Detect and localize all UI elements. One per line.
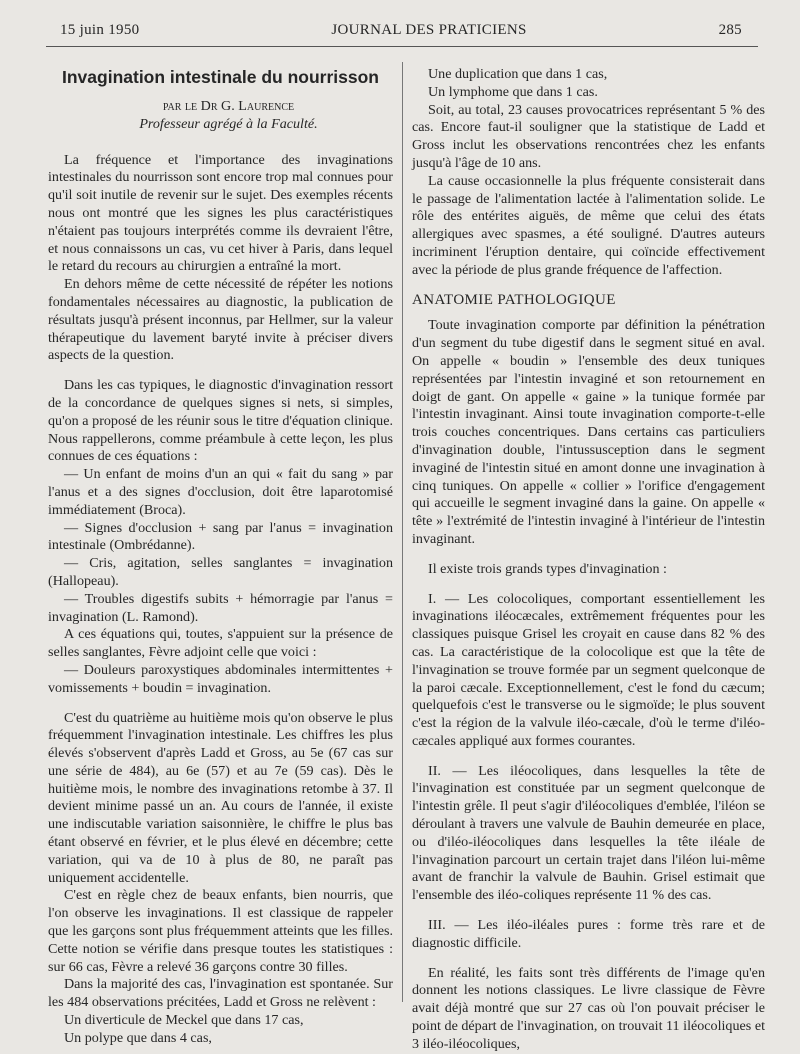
left-column [48,66,393,1048]
header-rule [46,46,758,47]
running-header [60,22,742,39]
type-item: II. — Les iléocoliques, dans lesquelles la tête de l'invagination est constituée par un segment quelconque de l'intestin grêle. Il peut s'agir d'iléocoliques d'emblée, l'iléon se déroulant à travers une valvule de Bauhin demeurée en place, ou d'iléo-iléocoliques dans lesquelles la tête iléale de l'invagination parcourt un certain trajet dans l'iléon lui-même avant de franchir la valvule de Bauhin. Grisel estimait que l'ensemble des iléo-coliques représente 11 % des cas. [412,762,765,904]
paragraph: Il existe trois grands types d'invagination : [428,560,667,577]
column-rule [402,62,403,1002]
header-page-number: 285 [718,22,742,38]
equation-item: — Troubles digestifs subits + hémorragie par l'anus = invagination (L. Ramond). [48,590,393,625]
article-byline: par le Dr G. Laurence [162,98,295,114]
list-item: Un lymphome que dans 1 cas. [428,83,598,100]
list-item: Une duplication que dans 1 cas, [428,66,608,82]
right-column [412,66,765,1054]
equation-item: — Cris, agitation, selles sanglantes = invagination (Hallopeau). [48,555,393,589]
equation-item: — Signes d'occlusion + sang par l'anus = invagination intestinale (Ombrédanne). [48,519,393,554]
article-affiliation: Professeur agrégé à la Faculté. [139,115,318,132]
paragraph: Soit, au total, 23 causes provocatrices représentant 5 % des cas. Encore faut-il souligner que la statistique de Ladd et Gross inclut les observations rencontrées chez les enfants jusqu'à l'âge de 10 ans. [412,101,765,171]
paragraph: Dans les cas typiques, le diagnostic d'invagination ressort de la concordance de quelques signes si nets, si simples, qu'on a proposé de les réunir sous le titre d'équation clinique. Nous rappellerons, comme préambule à cette leçon, les plus connues de ces équations : [48,377,393,465]
equation-item: — Douleurs paroxystiques abdominales intermittentes + vomissements + boudin = invagination. [48,661,393,696]
header-date: 15 juin 1950 [60,22,140,38]
paragraph: En réalité, les faits sont très différents de l'image qu'en donnent les notions classiques. Le livre classique de Fèvre avait déjà montré que sur 27 cas où l'on pouvait préciser le point de départ de l'invagination, on trouvait 11 iléocoliques et 3 iléo-iléocoliques, [412,964,765,1052]
paragraph: La cause occasionnelle la plus fréquente consisterait dans le passage de l'alimentation lactée à l'alimentation solide. Le rôle des entérites aiguës, de même que celui des états allergiques avec spasmes, a été souligné. D'autres auteurs incriminent l'éruption dentaire, qui coïncide effectivement avec la période de plus grande fréquence de l'affection. [412,172,765,278]
paragraph: C'est en règle chez de beaux enfants, bien nourris, que l'on observe les invaginations. Il est classique de rappeler que les garçons sont plus fréquemment atteints que les filles. Cette notion se vérifie dans presque toutes les statistiques : sur 66 cas, Fèvre a relevé 36 garçons contre 30 filles. [48,887,393,975]
paragraph: A ces équations qui, toutes, s'appuient sur la présence de selles sanglantes, Fèvre adjoint celle que voici : [48,626,393,661]
section-heading: ANATOMIE PATHOLOGIQUE [412,291,616,308]
equation-item: — Un enfant de moins d'un an qui « fait du sang » par l'anus et a des signes d'occlusion, doit être laparotomisé immédiatement (Broca). [48,466,393,518]
paragraph: C'est du quatrième au huitième mois qu'on observe le plus fréquemment l'invagination intestinale. Les chiffres les plus élevés s'observent d'après Ladd et Gross, au 5e (67 cas sur une série de 484), au 6e (57) et au 7e (59 cas). Dès le huitième mois, le nombre des invaginations retombe à 37. Il devient minime passé un an. Au cours de l'année, il existe une indiscutable variation saisonnière, le chiffre le plus bas étant observé en février, et le plus élevé en décembre; cette variation, qui va de 10 à plus de 80, ne paraît pas uniquement accidentelle. [48,709,393,886]
type-item: III. — Les iléo-iléales pures : forme très rare et de diagnostic difficile. [412,917,765,951]
paragraph: Toute invagination comporte par définition la pénétration d'un segment du tube digestif dans le segment situé en aval. On appelle « boudin » l'ensemble des deux tuniques représentées par l'intestin invaginé et son retournement en doigt de gant. On appelle « gaine » la tunique formée par l'intestin invaginant. Ainsi toute invagination comporte-t-elle trois couches concentriques. Dans certains cas particuliers d'invagination double, l'intussusception dans le segment invaginé de l'intestin situé en amont donne une invagination à cinq tuniques. On appelle « collier » l'orifice d'engagement qui accueille le segment invaginé dans la gaine. On appelle « tête » l'extrémité de l'intestin invaginé à l'intérieur de l'intestin invaginant. [412,317,765,547]
paragraph: Dans la majorité des cas, l'invagination est spontanée. Sur les 484 observations précitées, Ladd et Gross ne relèvent : [48,976,393,1011]
list-item: Un diverticule de Meckel que dans 17 cas, [64,1012,304,1029]
article-title: Invagination intestinale du nourrisson [62,67,379,87]
paragraph: En dehors même de cette nécessité de répéter les notions fondamentales nécessaires au diagnostic, la publication de résultats jusqu'à présent inconnus, par Hellmer, sur la valeur thérapeutique du lavement baryté invite à préciser divers aspects de la question. [48,276,393,364]
header-journal-name: JOURNAL DES PRATICIENS [331,22,527,38]
type-item: I. — Les colocoliques, comportant essentiellement les invaginations iléocæcales, extrêmement fréquentes pour les classiques puisque Grisel les croyait en cause dans 82 % des cas. La caractéristique de la colocolique est que la tête de l'invagination se trouve formée par un segment quelconque de la paroi cæcale. Exceptionnellement, c'est le fond du cæcum; quelquefois c'est le transverse ou le sigmoïde; le plus souvent c'est la région de la valvule iléo-cæcale, d'où le terme d'iléo-cæcales appliqué aux formes courantes. [412,590,765,749]
paragraph: La fréquence et l'importance des invaginations intestinales du nourrisson sont encore trop mal connues pour qu'il soit inutile de revenir sur le sujet. Des exemples récents nous ont montré que les signes les plus caractéristiques n'étaient pas toujours interprétés comme ils devraient l'être, et nous connaissons un cas, vu cet hiver à Paris, dans lequel le retard du recours au chirurgien a entraîné la mort. [48,151,393,275]
list-item: Un polype que dans 4 cas, [64,1029,212,1046]
